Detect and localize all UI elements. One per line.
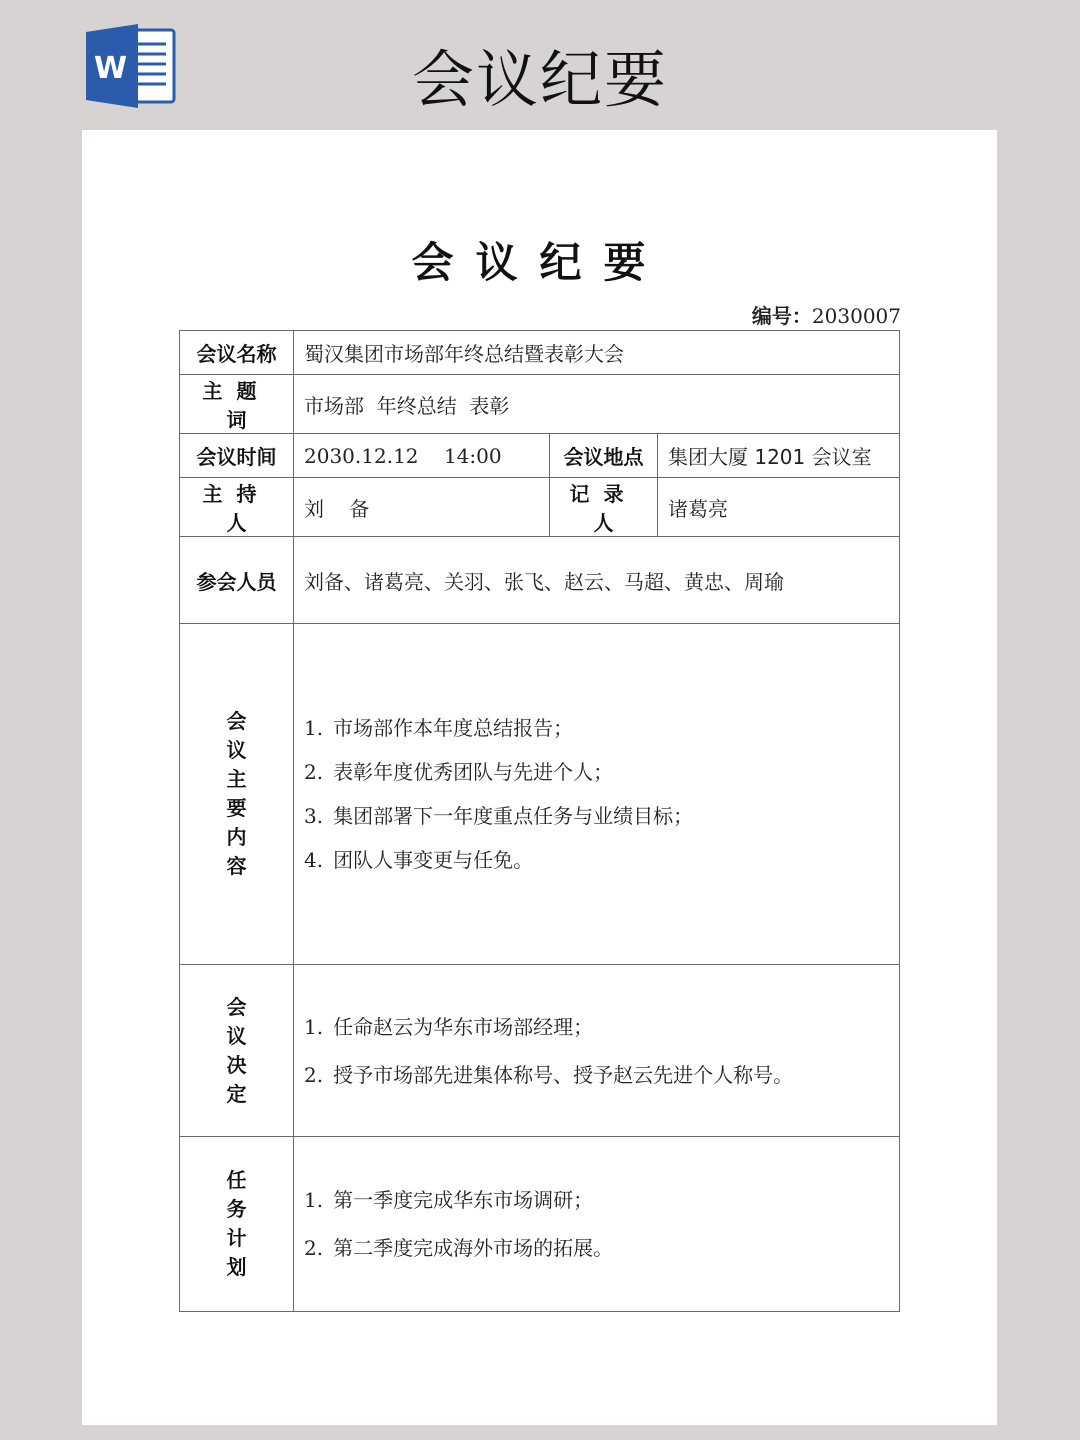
meeting-location-label: 会议地点 (550, 434, 658, 478)
document-title: 会议纪要 (411, 238, 668, 287)
attendees-value: 刘备、诸葛亮、关羽、张飞、赵云、马超、黄忠、周瑜 (294, 537, 900, 624)
meeting-name-label: 会议名称 (180, 331, 294, 375)
table-row (180, 478, 900, 537)
list-item: 4. 团队人事变更与任免。 (304, 848, 534, 872)
list-item: 2. 第二季度完成海外市场的拓展。 (304, 1236, 614, 1260)
meeting-time-label: 会议时间 (180, 434, 294, 478)
document-number-label: 编号： (751, 304, 812, 328)
recorder-label: 记录人 (569, 482, 638, 535)
list-item: 1. 任命赵云为华东市场部经理； (304, 1014, 594, 1039)
table-row (180, 537, 900, 624)
task-label: 任务计划 (226, 1168, 247, 1279)
table-row (180, 331, 900, 375)
content-list (294, 624, 900, 965)
document-page (82, 130, 997, 1425)
task-list (294, 1137, 900, 1312)
table-row (180, 434, 900, 478)
document-number (752, 300, 901, 329)
svg-text:W: W (94, 51, 128, 86)
table-row (180, 965, 900, 1137)
list-item: 3. 集团部署下一年度重点任务与业绩目标； (304, 804, 694, 828)
host-label: 主持人 (202, 482, 271, 535)
host-value: 刘 备 (294, 478, 550, 537)
list-item: 1. 市场部作本年度总结报告； (304, 716, 574, 740)
decision-label: 会议决定 (226, 994, 247, 1106)
document-number-value: 2030007 (811, 304, 901, 328)
decision-list (294, 965, 900, 1137)
recorder-value: 诸葛亮 (658, 478, 900, 537)
meeting-location-value: 集团大厦 1201 会议室 (658, 434, 900, 478)
table-row (180, 624, 900, 965)
list-item: 1. 第一季度完成华东市场调研； (304, 1188, 594, 1212)
keywords-value: 市场部 年终总结 表彰 (294, 375, 900, 434)
list-item: 2. 授予市场部先进集体称号、授予赵云先进个人称号。 (304, 1062, 794, 1087)
minutes-table (179, 330, 900, 1312)
content-label: 会议主要内容 (226, 709, 247, 878)
list-item: 2. 表彰年度优秀团队与先进个人； (304, 760, 614, 784)
meeting-name-value: 蜀汉集团市场部年终总结暨表彰大会 (294, 331, 900, 375)
attendees-label: 参会人员 (180, 537, 294, 624)
keywords-label: 主题词 (202, 379, 271, 432)
header-title: 会议纪要 (411, 43, 668, 116)
table-row (180, 1137, 900, 1312)
table-row (180, 375, 900, 434)
meeting-time-value: 2030.12.12 14:00 (294, 434, 550, 478)
